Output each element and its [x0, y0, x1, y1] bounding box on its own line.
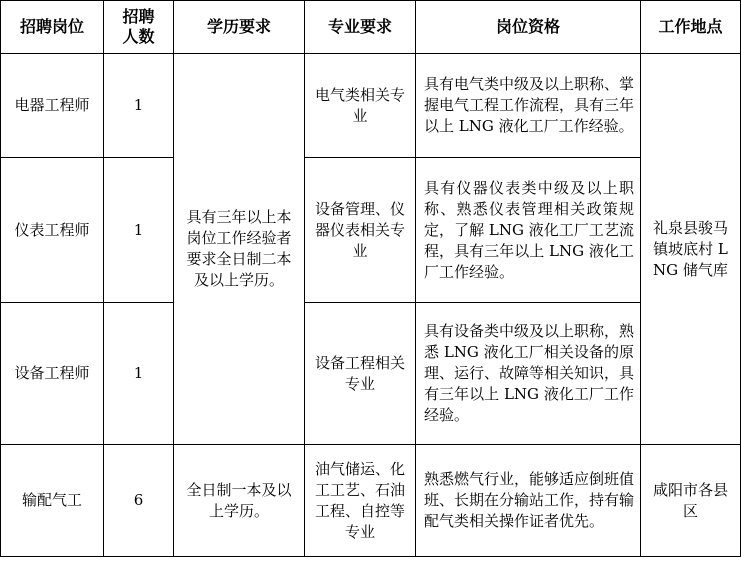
table-row: [1, 158, 741, 303]
header-position: 招聘岗位: [1, 1, 104, 54]
major-cell: 油气储运、化工工艺、石油工程、自控等专业: [305, 445, 416, 557]
major-cell: 设备工程相关专业: [305, 303, 416, 445]
table-row: [1, 54, 741, 158]
position-cell: 电器工程师: [1, 54, 104, 158]
qualification-cell: 熟悉燃气行业，能够适应倒班值班、长期在分输站工作，持有输配气类相关操作证者优先。: [416, 445, 641, 557]
major-cell: 设备管理、仪器仪表相关专业: [305, 158, 416, 303]
position-cell: 仪表工程师: [1, 158, 104, 303]
table-row: [1, 303, 741, 445]
header-row: [1, 1, 741, 54]
major-cell: 电气类相关专业: [305, 54, 416, 158]
header-location: 工作地点: [641, 1, 741, 54]
count-cell: 1: [104, 158, 174, 303]
header-education: 学历要求: [174, 1, 305, 54]
qualification-cell: 具有仪器仪表类中级及以上职称、熟悉仪表管理相关政策规定，了解 LNG 液化工厂工艺流程，具有三年以上 LNG 液化工厂工作经验。: [416, 158, 641, 303]
count-cell: 1: [104, 54, 174, 158]
education-cell: 全日制一本及以上学历。: [174, 445, 305, 557]
header-qualification: 岗位资格: [416, 1, 641, 54]
qualification-cell: 具有电气类中级及以上职称、掌握电气工程工作流程，具有三年以上 LNG 液化工厂工作经验。: [416, 54, 641, 158]
position-cell: 输配气工: [1, 445, 104, 557]
count-cell: 6: [104, 445, 174, 557]
header-major: 专业要求: [305, 1, 416, 54]
location-cell: 咸阳市各县区: [641, 445, 741, 557]
location-cell-engineers: 礼泉县骏马镇坡底村 LNG 储气库: [641, 54, 741, 445]
position-cell: 设备工程师: [1, 303, 104, 445]
qualification-cell: 具有设备类中级及以上职称，熟悉 LNG 液化工厂相关设备的原理、运行、故障等相关知识，具有三年以上 LNG 液化工厂工作经验。: [416, 303, 641, 445]
header-count: 招聘人数: [104, 1, 174, 54]
table-row: [1, 445, 741, 557]
count-cell: 1: [104, 303, 174, 445]
education-cell-engineers: 具有三年以上本岗位工作经验者要求全日制二本及以上学历。: [174, 54, 305, 445]
